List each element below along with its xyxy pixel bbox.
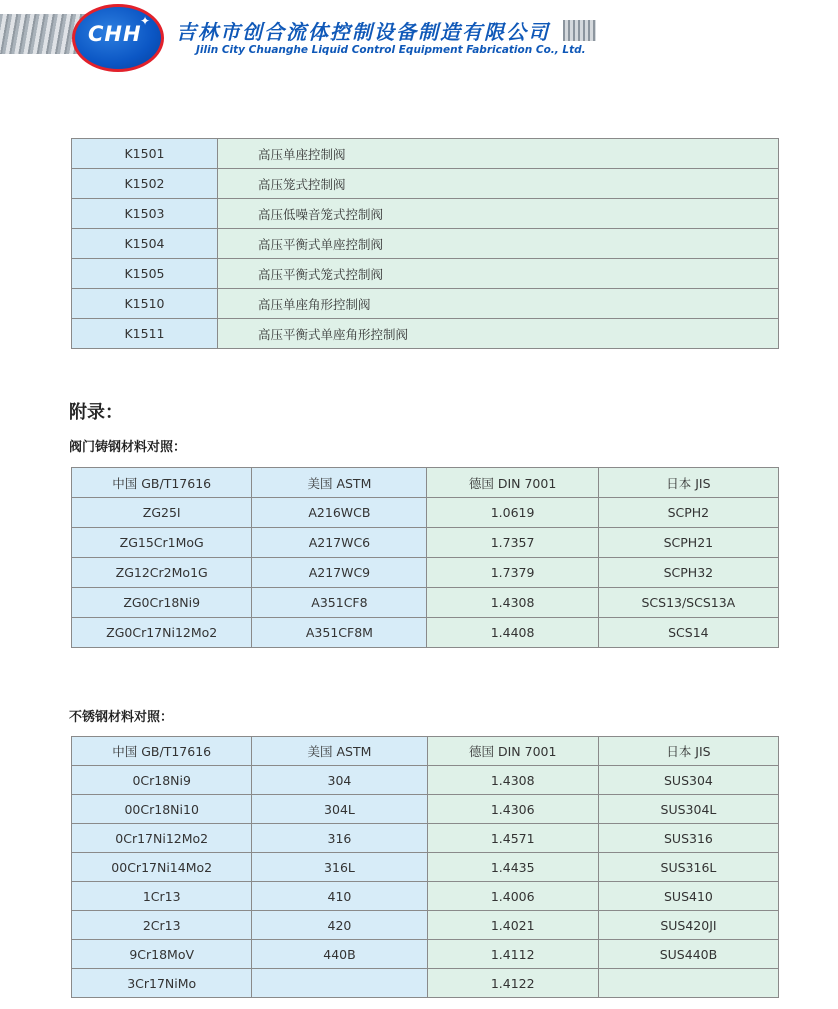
- table-row: [72, 558, 779, 588]
- table-cell: SCS14: [598, 618, 778, 648]
- table-cell: ZG25I: [72, 498, 252, 528]
- table-cell: SUS420JI: [598, 911, 778, 940]
- table-cell: ZG12Cr2Mo1G: [72, 558, 252, 588]
- table-cell: SCPH32: [598, 558, 778, 588]
- table-cell: 1.4306: [427, 795, 598, 824]
- column-header: 日本 JIS: [598, 468, 778, 498]
- table-cell: SCS13/SCS13A: [598, 588, 778, 618]
- table-cell: 3Cr17NiMo: [72, 969, 252, 998]
- stainless-steel-title: 不锈钢材料对照：: [69, 710, 174, 725]
- column-header: 美国 ASTM: [252, 468, 427, 498]
- table-row: [72, 911, 779, 940]
- logo-text: CHH: [88, 22, 142, 46]
- column-header: 中国 GB/T17616: [72, 468, 252, 498]
- product-code: K1501: [72, 139, 218, 169]
- table-header-row: [72, 737, 779, 766]
- table-row: [72, 528, 779, 558]
- product-row: [72, 319, 779, 349]
- table-cell: 00Cr18Ni10: [72, 795, 252, 824]
- table-row: [72, 766, 779, 795]
- table-cell: 1.4122: [427, 969, 598, 998]
- table-cell: A351CF8M: [252, 618, 427, 648]
- product-row: [72, 139, 779, 169]
- table-cell: 00Cr17Ni14Mo2: [72, 853, 252, 882]
- product-code: K1511: [72, 319, 218, 349]
- table-row: [72, 588, 779, 618]
- table-cell: SUS440B: [598, 940, 778, 969]
- table-cell: A216WCB: [252, 498, 427, 528]
- page-header: [0, 0, 838, 80]
- product-name: 高压低噪音笼式控制阀: [218, 199, 779, 229]
- product-code: K1510: [72, 289, 218, 319]
- table-cell: 1.4308: [427, 766, 598, 795]
- table-cell: SUS304: [598, 766, 778, 795]
- table-header-row: [72, 468, 779, 498]
- table-cell: 1.4571: [427, 824, 598, 853]
- table-cell: 1.4308: [427, 588, 598, 618]
- table-cell: A351CF8: [252, 588, 427, 618]
- table-cell: 1.4408: [427, 618, 598, 648]
- company-name-en: Jilin City Chuanghe Liquid Control Equipment Fabrication Co., Ltd.: [196, 44, 586, 56]
- product-code: K1503: [72, 199, 218, 229]
- stainless-steel-table: [71, 736, 779, 998]
- table-cell: 304L: [252, 795, 427, 824]
- table-cell: SUS410: [598, 882, 778, 911]
- product-name: 高压平衡式单座控制阀: [218, 229, 779, 259]
- company-name-cn: 吉林市创合流体控制设备制造有限公司: [176, 20, 550, 44]
- product-name: 高压单座控制阀: [218, 139, 779, 169]
- product-name: 高压单座角形控制阀: [218, 289, 779, 319]
- table-cell: 420: [252, 911, 427, 940]
- table-cell: 410: [252, 882, 427, 911]
- table-cell: 1.7357: [427, 528, 598, 558]
- cast-steel-table: [71, 467, 779, 648]
- column-header: 德国 DIN 7001: [427, 468, 598, 498]
- table-row: [72, 795, 779, 824]
- table-cell: A217WC9: [252, 558, 427, 588]
- star-icon: ✦: [140, 14, 151, 28]
- table-cell: ZG15Cr1MoG: [72, 528, 252, 558]
- column-header: 德国 DIN 7001: [427, 737, 598, 766]
- table-row: [72, 498, 779, 528]
- table-row: [72, 882, 779, 911]
- table-cell: ZG0Cr17Ni12Mo2: [72, 618, 252, 648]
- product-code: K1504: [72, 229, 218, 259]
- table-cell: 2Cr13: [72, 911, 252, 940]
- table-cell: 304: [252, 766, 427, 795]
- column-header: 美国 ASTM: [252, 737, 427, 766]
- product-row: [72, 289, 779, 319]
- table-row: [72, 618, 779, 648]
- product-name: 高压平衡式笼式控制阀: [218, 259, 779, 289]
- product-row: [72, 169, 779, 199]
- table-cell: [252, 969, 427, 998]
- table-cell: 0Cr17Ni12Mo2: [72, 824, 252, 853]
- table-row: [72, 969, 779, 998]
- table-cell: SCPH2: [598, 498, 778, 528]
- cast-steel-title: 阀门铸钢材料对照：: [69, 440, 187, 455]
- product-row: [72, 199, 779, 229]
- product-name: 高压平衡式单座角形控制阀: [218, 319, 779, 349]
- pipes-thumbnail: [563, 20, 596, 41]
- table-cell: A217WC6: [252, 528, 427, 558]
- table-cell: 1.4435: [427, 853, 598, 882]
- table-row: [72, 853, 779, 882]
- table-cell: 316: [252, 824, 427, 853]
- table-cell: 316L: [252, 853, 427, 882]
- table-cell: 1.0619: [427, 498, 598, 528]
- table-row: [72, 824, 779, 853]
- table-cell: 0Cr18Ni9: [72, 766, 252, 795]
- product-name: 高压笼式控制阀: [218, 169, 779, 199]
- table-cell: SUS316: [598, 824, 778, 853]
- table-cell: 1Cr13: [72, 882, 252, 911]
- table-cell: 1.4021: [427, 911, 598, 940]
- table-cell: [598, 969, 778, 998]
- table-cell: 1.7379: [427, 558, 598, 588]
- table-cell: 1.4112: [427, 940, 598, 969]
- table-row: [72, 940, 779, 969]
- product-row: [72, 229, 779, 259]
- table-cell: 9Cr18MoV: [72, 940, 252, 969]
- column-header: 中国 GB/T17616: [72, 737, 252, 766]
- table-cell: SUS304L: [598, 795, 778, 824]
- product-row: [72, 259, 779, 289]
- table-cell: 1.4006: [427, 882, 598, 911]
- table-cell: ZG0Cr18Ni9: [72, 588, 252, 618]
- appendix-title: 附录：: [69, 402, 123, 423]
- product-code: K1502: [72, 169, 218, 199]
- column-header: 日本 JIS: [598, 737, 778, 766]
- table-cell: SCPH21: [598, 528, 778, 558]
- product-code: K1505: [72, 259, 218, 289]
- table-cell: SUS316L: [598, 853, 778, 882]
- product-table: [71, 138, 779, 349]
- table-cell: 440B: [252, 940, 427, 969]
